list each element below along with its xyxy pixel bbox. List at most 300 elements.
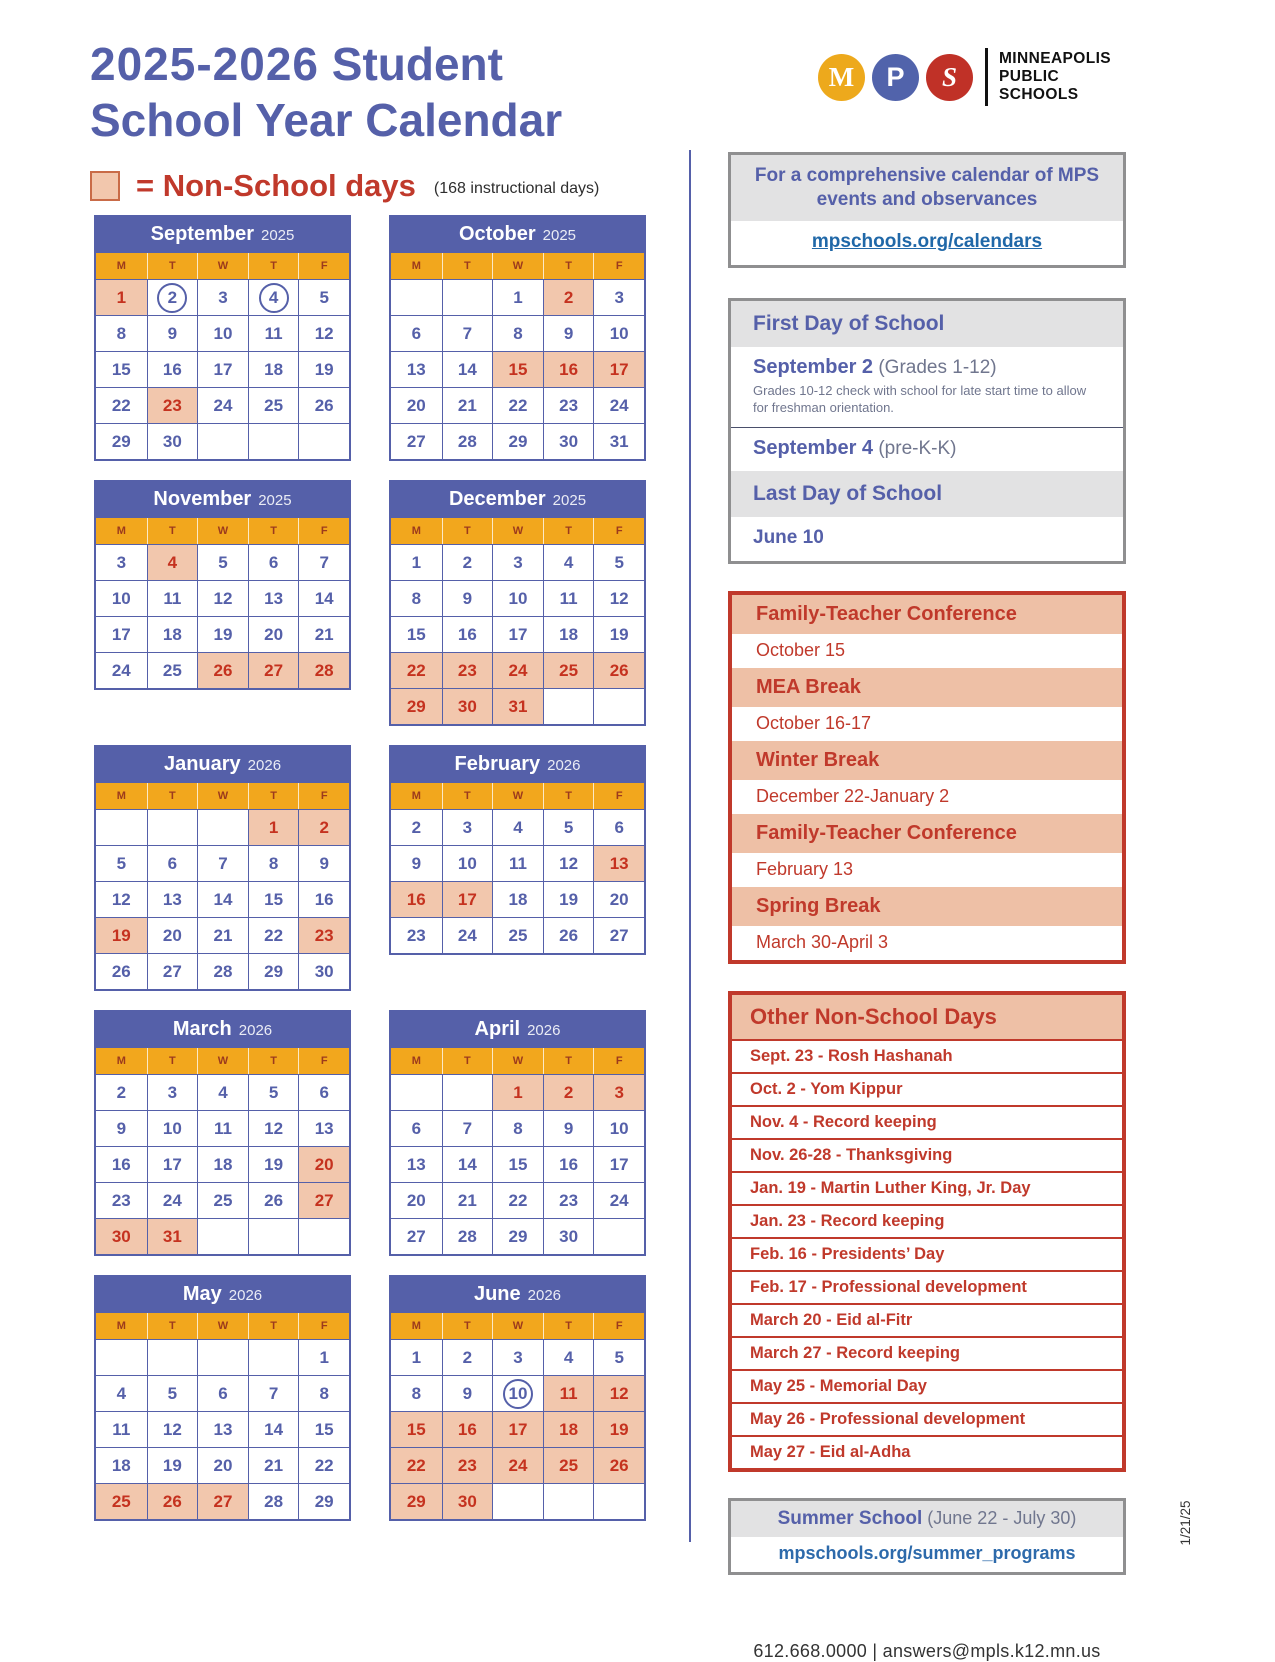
weekday-label: W <box>197 783 248 809</box>
month-body <box>94 1048 351 1256</box>
day-cell: 24 <box>96 652 147 688</box>
weekday-label: W <box>492 783 543 809</box>
other-day-item: Sept. 23 - Rosh Hashanah <box>732 1041 1122 1072</box>
day-cell: 3 <box>96 544 147 580</box>
day-cell: 19 <box>147 1447 198 1483</box>
title-years: 2025-2026 <box>90 38 319 90</box>
other-day-item: May 26 - Professional development <box>732 1402 1122 1435</box>
month-april <box>389 1010 646 1256</box>
month-title <box>94 1010 351 1048</box>
other-day-item: March 27 - Record keeping <box>732 1336 1122 1369</box>
day-cell: 14 <box>442 351 493 387</box>
day-cell: 20 <box>147 917 198 953</box>
prek-date: September 4 <box>753 437 874 459</box>
day-cell: 1 <box>492 279 543 315</box>
month-year: 2026 <box>527 1021 561 1039</box>
day-cell: 27 <box>197 1483 248 1519</box>
summer-programs-link[interactable]: mpschools.org/summer_programs <box>778 1543 1076 1563</box>
day-cell <box>147 279 198 315</box>
day-cell: 5 <box>248 1074 299 1110</box>
month-body <box>389 1313 646 1521</box>
day-cell: 27 <box>593 917 644 953</box>
day-cell: 17 <box>96 616 147 652</box>
day-cell: 13 <box>593 845 644 881</box>
day-cell: 5 <box>593 544 644 580</box>
day-cell: 29 <box>391 1483 442 1519</box>
first-day-header: First Day of School <box>731 301 1123 347</box>
day-cell: 15 <box>492 1146 543 1182</box>
day-cell: 16 <box>298 881 349 917</box>
day-cell: 6 <box>593 809 644 845</box>
instructional-days-note: (168 instructional days) <box>433 180 600 197</box>
day-cell: 1 <box>492 1074 543 1110</box>
weekday-label: T <box>147 1313 198 1339</box>
page-title-line2: School Year Calendar <box>90 94 563 146</box>
break-date: February 13 <box>732 853 1122 887</box>
month-name: October <box>458 222 536 245</box>
month-name: June <box>473 1282 521 1305</box>
weekday-label: T <box>543 518 594 544</box>
day-cell: 24 <box>593 1182 644 1218</box>
day-cell: 15 <box>248 881 299 917</box>
day-cell: 4 <box>543 1339 594 1375</box>
other-non-school-days-box <box>728 991 1126 1472</box>
day-cell: 6 <box>298 1074 349 1110</box>
day-cell: 7 <box>298 544 349 580</box>
day-cell: 24 <box>147 1182 198 1218</box>
month-june <box>389 1275 646 1521</box>
day-cell: 25 <box>96 1483 147 1519</box>
weekday-label: M <box>96 253 147 279</box>
day-cell: 11 <box>492 845 543 881</box>
day-cell: 17 <box>492 616 543 652</box>
weekday-label: M <box>391 1313 442 1339</box>
month-title <box>389 745 646 783</box>
weekday-label: T <box>543 1048 594 1074</box>
day-cell: 4 <box>197 1074 248 1110</box>
day-cell: 3 <box>197 279 248 315</box>
legend <box>90 168 599 204</box>
day-cell <box>492 1483 543 1519</box>
day-cell: 3 <box>593 1074 644 1110</box>
day-cell: 21 <box>197 917 248 953</box>
day-cell: 13 <box>391 1146 442 1182</box>
weekday-label: F <box>298 1313 349 1339</box>
logo-circle-m: M <box>818 54 865 101</box>
day-cell: 4 <box>543 544 594 580</box>
weekday-label: M <box>391 518 442 544</box>
day-cell: 2 <box>543 1074 594 1110</box>
month-october <box>389 215 646 461</box>
day-cell: 25 <box>492 917 543 953</box>
other-day-item: Oct. 2 - Yom Kippur <box>732 1072 1122 1105</box>
weekday-label: T <box>248 1048 299 1074</box>
day-cell: 5 <box>96 845 147 881</box>
month-year: 2026 <box>247 756 282 774</box>
day-cell <box>492 1375 543 1411</box>
day-cell: 9 <box>543 1110 594 1146</box>
month-year: 2025 <box>542 226 577 244</box>
day-cell: 19 <box>298 351 349 387</box>
day-cell: 19 <box>593 1411 644 1447</box>
last-day-date: June 10 <box>731 517 1123 561</box>
month-year: 2025 <box>261 226 295 244</box>
day-cell: 2 <box>442 544 493 580</box>
first-day-prek <box>731 428 1123 471</box>
day-cell: 10 <box>147 1110 198 1146</box>
month-body <box>94 1313 351 1521</box>
day-cell: 20 <box>298 1146 349 1182</box>
day-cell: 22 <box>298 1447 349 1483</box>
day-cell: 4 <box>96 1375 147 1411</box>
summer-link-row <box>731 1537 1123 1572</box>
weekday-label: T <box>248 518 299 544</box>
last-day-header: Last Day of School <box>731 471 1123 517</box>
day-cell: 2 <box>391 809 442 845</box>
weekday-label: T <box>442 253 493 279</box>
day-cell: 20 <box>197 1447 248 1483</box>
circled-day: 4 <box>259 283 289 313</box>
day-cell <box>442 1074 493 1110</box>
month-body <box>389 783 646 955</box>
day-cell: 3 <box>147 1074 198 1110</box>
day-cell: 2 <box>442 1339 493 1375</box>
day-cell: 12 <box>593 1375 644 1411</box>
other-day-item: March 20 - Eid al-Fitr <box>732 1303 1122 1336</box>
day-cell: 1 <box>248 809 299 845</box>
day-cell: 26 <box>197 652 248 688</box>
weekday-label: W <box>492 518 543 544</box>
day-cell <box>391 279 442 315</box>
weekday-label: T <box>147 253 198 279</box>
day-cell: 9 <box>442 1375 493 1411</box>
day-cell: 14 <box>197 881 248 917</box>
day-cell: 6 <box>197 1375 248 1411</box>
day-cell: 4 <box>492 809 543 845</box>
day-cell: 29 <box>391 688 442 724</box>
other-day-item: Feb. 16 - Presidents’ Day <box>732 1237 1122 1270</box>
day-cell: 7 <box>442 315 493 351</box>
month-title <box>94 1275 351 1313</box>
day-cell: 13 <box>248 580 299 616</box>
first-day-date: September 2 <box>753 356 874 378</box>
day-cell: 23 <box>391 917 442 953</box>
day-cell: 18 <box>197 1146 248 1182</box>
day-cell: 1 <box>96 279 147 315</box>
day-cell <box>147 1339 198 1375</box>
day-cell: 17 <box>442 881 493 917</box>
day-cell: 22 <box>391 652 442 688</box>
month-title <box>94 480 351 518</box>
day-cell: 27 <box>248 652 299 688</box>
day-cell: 28 <box>197 953 248 989</box>
day-cell: 21 <box>248 1447 299 1483</box>
weekday-label: F <box>298 1048 349 1074</box>
day-cell: 29 <box>248 953 299 989</box>
day-cell: 20 <box>248 616 299 652</box>
day-cell: 2 <box>543 279 594 315</box>
day-cell: 20 <box>391 387 442 423</box>
month-year: 2026 <box>527 1286 562 1304</box>
day-cell: 23 <box>543 387 594 423</box>
calendar-grid <box>94 215 646 1540</box>
day-cell: 22 <box>96 387 147 423</box>
day-cell: 10 <box>442 845 493 881</box>
day-cell: 14 <box>248 1411 299 1447</box>
day-cell: 27 <box>391 1218 442 1254</box>
weekday-label: T <box>543 783 594 809</box>
day-cell: 3 <box>593 279 644 315</box>
month-name: April <box>474 1017 521 1040</box>
day-cell: 17 <box>593 351 644 387</box>
page-title <box>90 36 562 148</box>
day-cell: 1 <box>391 544 442 580</box>
day-cell: 30 <box>442 688 493 724</box>
day-cell: 3 <box>442 809 493 845</box>
day-cell: 16 <box>147 351 198 387</box>
day-cell: 31 <box>492 688 543 724</box>
month-name: May <box>182 1282 222 1305</box>
day-cell: 5 <box>593 1339 644 1375</box>
content-divider <box>689 150 691 1542</box>
day-cell: 2 <box>298 809 349 845</box>
weekday-label: M <box>96 518 147 544</box>
day-cell: 7 <box>248 1375 299 1411</box>
weekday-label: M <box>96 783 147 809</box>
month-year: 2026 <box>228 1286 263 1304</box>
other-day-item: May 27 - Eid al-Adha <box>732 1435 1122 1468</box>
month-year: 2026 <box>547 756 581 774</box>
day-cell: 17 <box>492 1411 543 1447</box>
day-cell: 15 <box>391 616 442 652</box>
weekday-label: M <box>391 253 442 279</box>
day-cell: 9 <box>298 845 349 881</box>
day-cell: 12 <box>248 1110 299 1146</box>
weekday-label: M <box>391 1048 442 1074</box>
day-cell: 19 <box>593 616 644 652</box>
weekday-label: F <box>593 253 644 279</box>
day-cell: 16 <box>543 1146 594 1182</box>
other-day-item: Feb. 17 - Professional development <box>732 1270 1122 1303</box>
weekday-label: T <box>147 518 198 544</box>
weekday-label: T <box>543 1313 594 1339</box>
day-cell: 25 <box>147 652 198 688</box>
comprehensive-calendar-header: For a comprehensive calendar of MPS events and observances <box>731 155 1123 221</box>
day-cell: 3 <box>492 1339 543 1375</box>
weekday-label: F <box>298 253 349 279</box>
day-cell: 27 <box>391 423 442 459</box>
day-cell: 15 <box>298 1411 349 1447</box>
month-name: December <box>448 487 546 510</box>
day-cell: 30 <box>543 423 594 459</box>
day-cell <box>197 423 248 459</box>
day-cell: 12 <box>593 580 644 616</box>
day-cell: 5 <box>197 544 248 580</box>
day-cell <box>593 688 644 724</box>
day-cell: 6 <box>147 845 198 881</box>
day-cell: 30 <box>96 1218 147 1254</box>
month-name: September <box>150 222 254 245</box>
weekday-label: W <box>492 1048 543 1074</box>
day-cell: 30 <box>543 1218 594 1254</box>
weekday-label: F <box>298 518 349 544</box>
day-cell: 26 <box>593 1447 644 1483</box>
other-days-header: Other Non-School Days <box>732 995 1122 1041</box>
weekday-label: F <box>593 1048 644 1074</box>
logo-circle-p: P <box>872 54 919 101</box>
day-cell: 11 <box>96 1411 147 1447</box>
day-cell: 31 <box>593 423 644 459</box>
day-cell: 5 <box>543 809 594 845</box>
day-cell <box>298 423 349 459</box>
break-date: March 30-April 3 <box>732 926 1122 960</box>
day-cell: 18 <box>248 351 299 387</box>
day-cell: 6 <box>248 544 299 580</box>
weekday-label: T <box>248 253 299 279</box>
day-cell: 18 <box>492 881 543 917</box>
summer-school-header <box>731 1501 1123 1537</box>
day-cell: 9 <box>391 845 442 881</box>
month-year: 2025 <box>552 491 587 509</box>
month-name: February <box>454 752 541 775</box>
weekday-label: W <box>197 1313 248 1339</box>
day-cell: 15 <box>391 1411 442 1447</box>
day-cell: 12 <box>147 1411 198 1447</box>
day-cell: 20 <box>391 1182 442 1218</box>
day-cell: 23 <box>147 387 198 423</box>
logo-word-line3: SCHOOLS <box>999 86 1079 103</box>
day-cell: 8 <box>492 315 543 351</box>
weekday-label: W <box>197 1048 248 1074</box>
day-cell: 19 <box>248 1146 299 1182</box>
day-cell: 25 <box>197 1182 248 1218</box>
day-cell: 22 <box>248 917 299 953</box>
day-cell <box>543 688 594 724</box>
weekday-label: W <box>492 253 543 279</box>
day-cell: 29 <box>298 1483 349 1519</box>
day-cell: 8 <box>391 580 442 616</box>
day-cell: 28 <box>298 652 349 688</box>
day-cell: 26 <box>543 917 594 953</box>
day-cell: 11 <box>197 1110 248 1146</box>
month-title <box>94 745 351 783</box>
non-school-day-swatch <box>90 171 120 201</box>
break-title: MEA Break <box>732 668 1122 707</box>
day-cell: 10 <box>197 315 248 351</box>
weekday-label: F <box>298 783 349 809</box>
day-cell <box>197 1218 248 1254</box>
day-cell: 8 <box>96 315 147 351</box>
month-body <box>389 253 646 461</box>
month-title <box>94 215 351 253</box>
day-cell: 23 <box>442 652 493 688</box>
day-cell: 8 <box>492 1110 543 1146</box>
day-cell: 12 <box>298 315 349 351</box>
day-cell: 8 <box>391 1375 442 1411</box>
day-cell: 7 <box>442 1110 493 1146</box>
day-cell: 21 <box>298 616 349 652</box>
day-cell: 26 <box>96 953 147 989</box>
day-cell: 17 <box>197 351 248 387</box>
break-title: Winter Break <box>732 741 1122 780</box>
page-title-line1 <box>90 36 562 92</box>
day-cell: 18 <box>543 1411 594 1447</box>
day-cell: 30 <box>298 953 349 989</box>
day-cell: 14 <box>442 1146 493 1182</box>
weekday-label: T <box>147 783 198 809</box>
day-cell <box>593 1218 644 1254</box>
day-cell: 6 <box>391 315 442 351</box>
day-cell: 15 <box>96 351 147 387</box>
comprehensive-calendar-box <box>728 152 1126 268</box>
weekday-label: W <box>197 518 248 544</box>
day-cell: 10 <box>492 580 543 616</box>
day-cell <box>147 809 198 845</box>
logo-word-line1: MINNEAPOLIS <box>999 50 1112 67</box>
month-march <box>94 1010 351 1256</box>
other-day-item: Jan. 19 - Martin Luther King, Jr. Day <box>732 1171 1122 1204</box>
day-cell: 11 <box>543 580 594 616</box>
day-cell: 31 <box>147 1218 198 1254</box>
day-cell: 25 <box>543 1447 594 1483</box>
day-cell: 12 <box>96 881 147 917</box>
other-day-item: Nov. 4 - Record keeping <box>732 1105 1122 1138</box>
day-cell: 22 <box>492 1182 543 1218</box>
month-name: January <box>163 752 241 775</box>
month-november <box>94 480 351 690</box>
day-cell: 28 <box>442 423 493 459</box>
day-cell: 11 <box>147 580 198 616</box>
day-cell: 5 <box>147 1375 198 1411</box>
break-date: October 16-17 <box>732 707 1122 741</box>
mps-logo <box>818 48 1111 106</box>
day-cell <box>197 1339 248 1375</box>
logo-circle-s: S <box>926 54 973 101</box>
day-cell: 27 <box>147 953 198 989</box>
weekday-label: M <box>391 783 442 809</box>
day-cell: 12 <box>543 845 594 881</box>
other-day-item: Jan. 23 - Record keeping <box>732 1204 1122 1237</box>
prek-grades: (pre-K-K) <box>873 438 957 459</box>
weekday-label: T <box>442 518 493 544</box>
day-cell: 18 <box>147 616 198 652</box>
month-body <box>94 253 351 461</box>
summer-school-title: Summer School <box>777 1508 923 1529</box>
day-cell: 5 <box>298 279 349 315</box>
logo-divider-bar <box>985 48 988 106</box>
month-title <box>389 480 646 518</box>
month-year: 2025 <box>258 491 292 509</box>
day-cell: 24 <box>197 387 248 423</box>
month-body <box>94 518 351 690</box>
weekday-label: T <box>442 783 493 809</box>
day-cell: 19 <box>96 917 147 953</box>
break-title: Family-Teacher Conference <box>732 595 1122 634</box>
logo-wordmark <box>999 50 1111 104</box>
day-cell: 18 <box>96 1447 147 1483</box>
day-cell: 23 <box>442 1447 493 1483</box>
title-student: Student <box>318 38 503 90</box>
day-cell <box>298 1218 349 1254</box>
weekday-label: T <box>248 1313 299 1339</box>
day-cell: 25 <box>543 652 594 688</box>
breaks-box <box>728 591 1126 964</box>
day-cell: 8 <box>248 845 299 881</box>
day-cell <box>248 423 299 459</box>
calendars-link[interactable]: mpschools.org/calendars <box>811 231 1043 252</box>
weekday-label: W <box>492 1313 543 1339</box>
day-cell: 16 <box>391 881 442 917</box>
